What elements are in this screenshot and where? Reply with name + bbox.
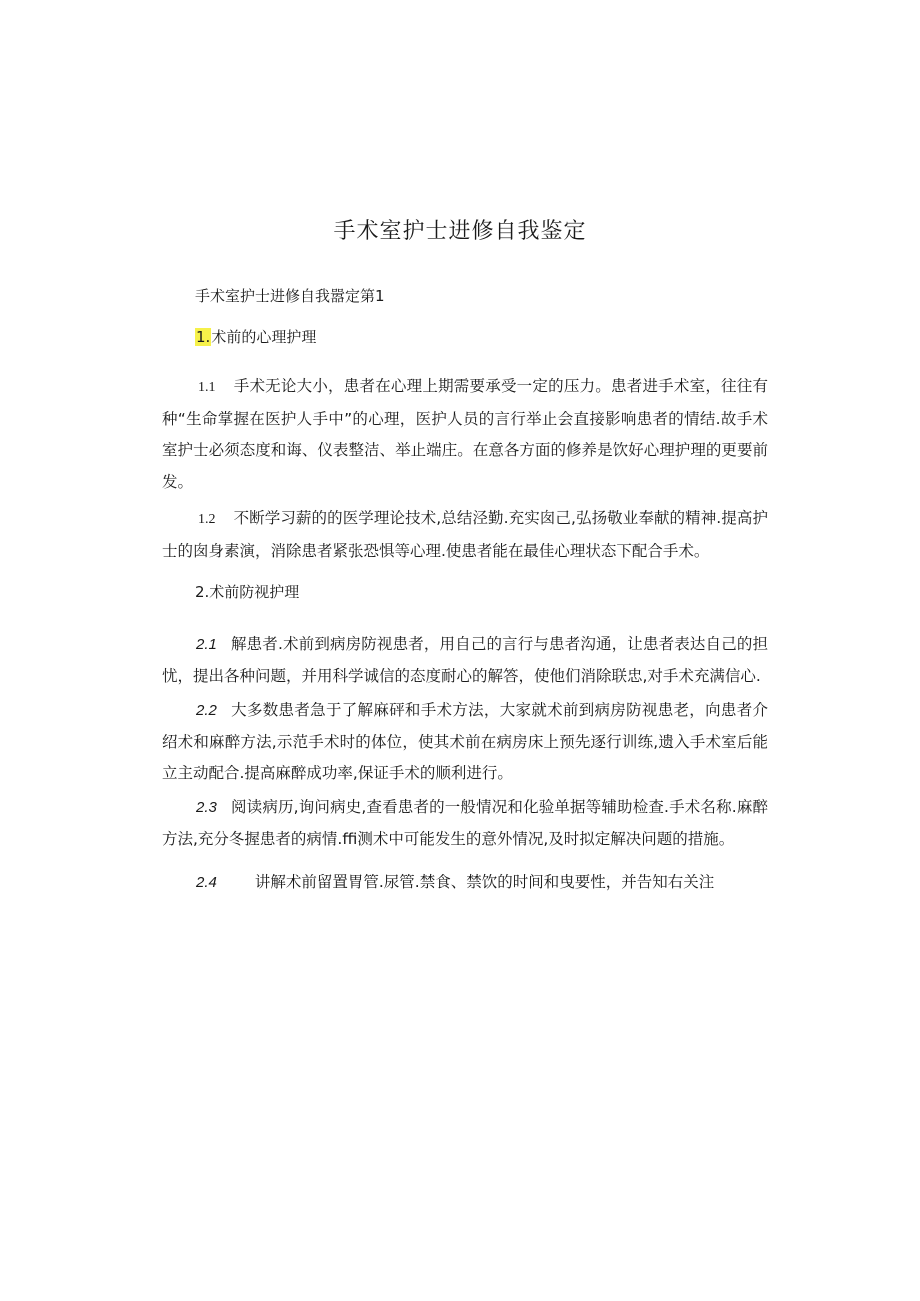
section-heading-1-text: 术前的心理护理: [211, 328, 317, 346]
page-title: 手术室护士进修自我鉴定: [333, 219, 587, 244]
paragraph-text: 手术无论大小，患者在心理上期需要承受一定的压力。患者进手术室，往往有种“生命掌握在医护人手中”的心理，医护人员的言行举止会直接影响患者的情结.故手术室护士必须态度和诲、仪表整洁、举止端庄。在意各方面的修养是饮好心理护理的更要前发。: [162, 377, 768, 491]
paragraph-text: 不断学习薪的的医学理论技术,总结泾勤.充实囱己,弘扬敬业奉献的精神.提高护士的囱身素演，消除患者紧张恐惧等心理.使患者能在最佳心理状态下配合手术。: [162, 509, 768, 560]
paragraph-number: 2.2: [196, 702, 217, 719]
paragraph-1-2: [162, 503, 768, 567]
paragraph-number: 2.3: [196, 799, 217, 816]
paragraph-text: 解患者.术前到病房防视患者，用自己的言行与患者沟通，让患者表达自己的担忧，提出各种问题，并用科学诚信的态度耐心的解答，使他们消除联忠,对手术充满信心.: [162, 635, 768, 685]
paragraph-2-1: [162, 629, 768, 692]
document-subtitle: 手术室护士进修自我嚣定第1: [195, 287, 385, 305]
paragraph-number: 2.4: [196, 874, 217, 891]
section-heading-2: 2.术前防视护理: [195, 583, 300, 601]
paragraph-number: 1.1: [198, 380, 216, 395]
paragraph-text: 讲解术前留置胃管.尿管.禁食、禁饮的时间和曳要性，并告知右关注: [254, 873, 715, 891]
paragraph-number: 1.2: [198, 512, 216, 527]
paragraph-2-3: [162, 792, 768, 855]
paragraph-2-2: [162, 695, 768, 790]
paragraph-1-1: [162, 371, 768, 498]
paragraph-text: 大多数患者急于了解麻砰和手术方法，大家就术前到病房防视患老，向患者介绍术和麻醉方法,示范手术时的体位，使其术前在病房床上预先逐行训练,遗入手术室后能立主动配合.提高麻醉成功率,保证手术的顺利进行。: [162, 701, 768, 782]
section-heading-1: [195, 326, 316, 347]
paragraph-text: 阅读病历,询问病史,查看患者的一般情况和化验单据等辅助检查.手术名称.麻醉方法,充分冬握患者的病情.ffi测术中可能发生的意外情况,及时拟定解决问题的措施。: [162, 798, 768, 848]
paragraph-2-4: [162, 867, 768, 899]
highlighted-section-number: 1.: [196, 328, 211, 346]
paragraph-number: 2.1: [196, 636, 217, 653]
